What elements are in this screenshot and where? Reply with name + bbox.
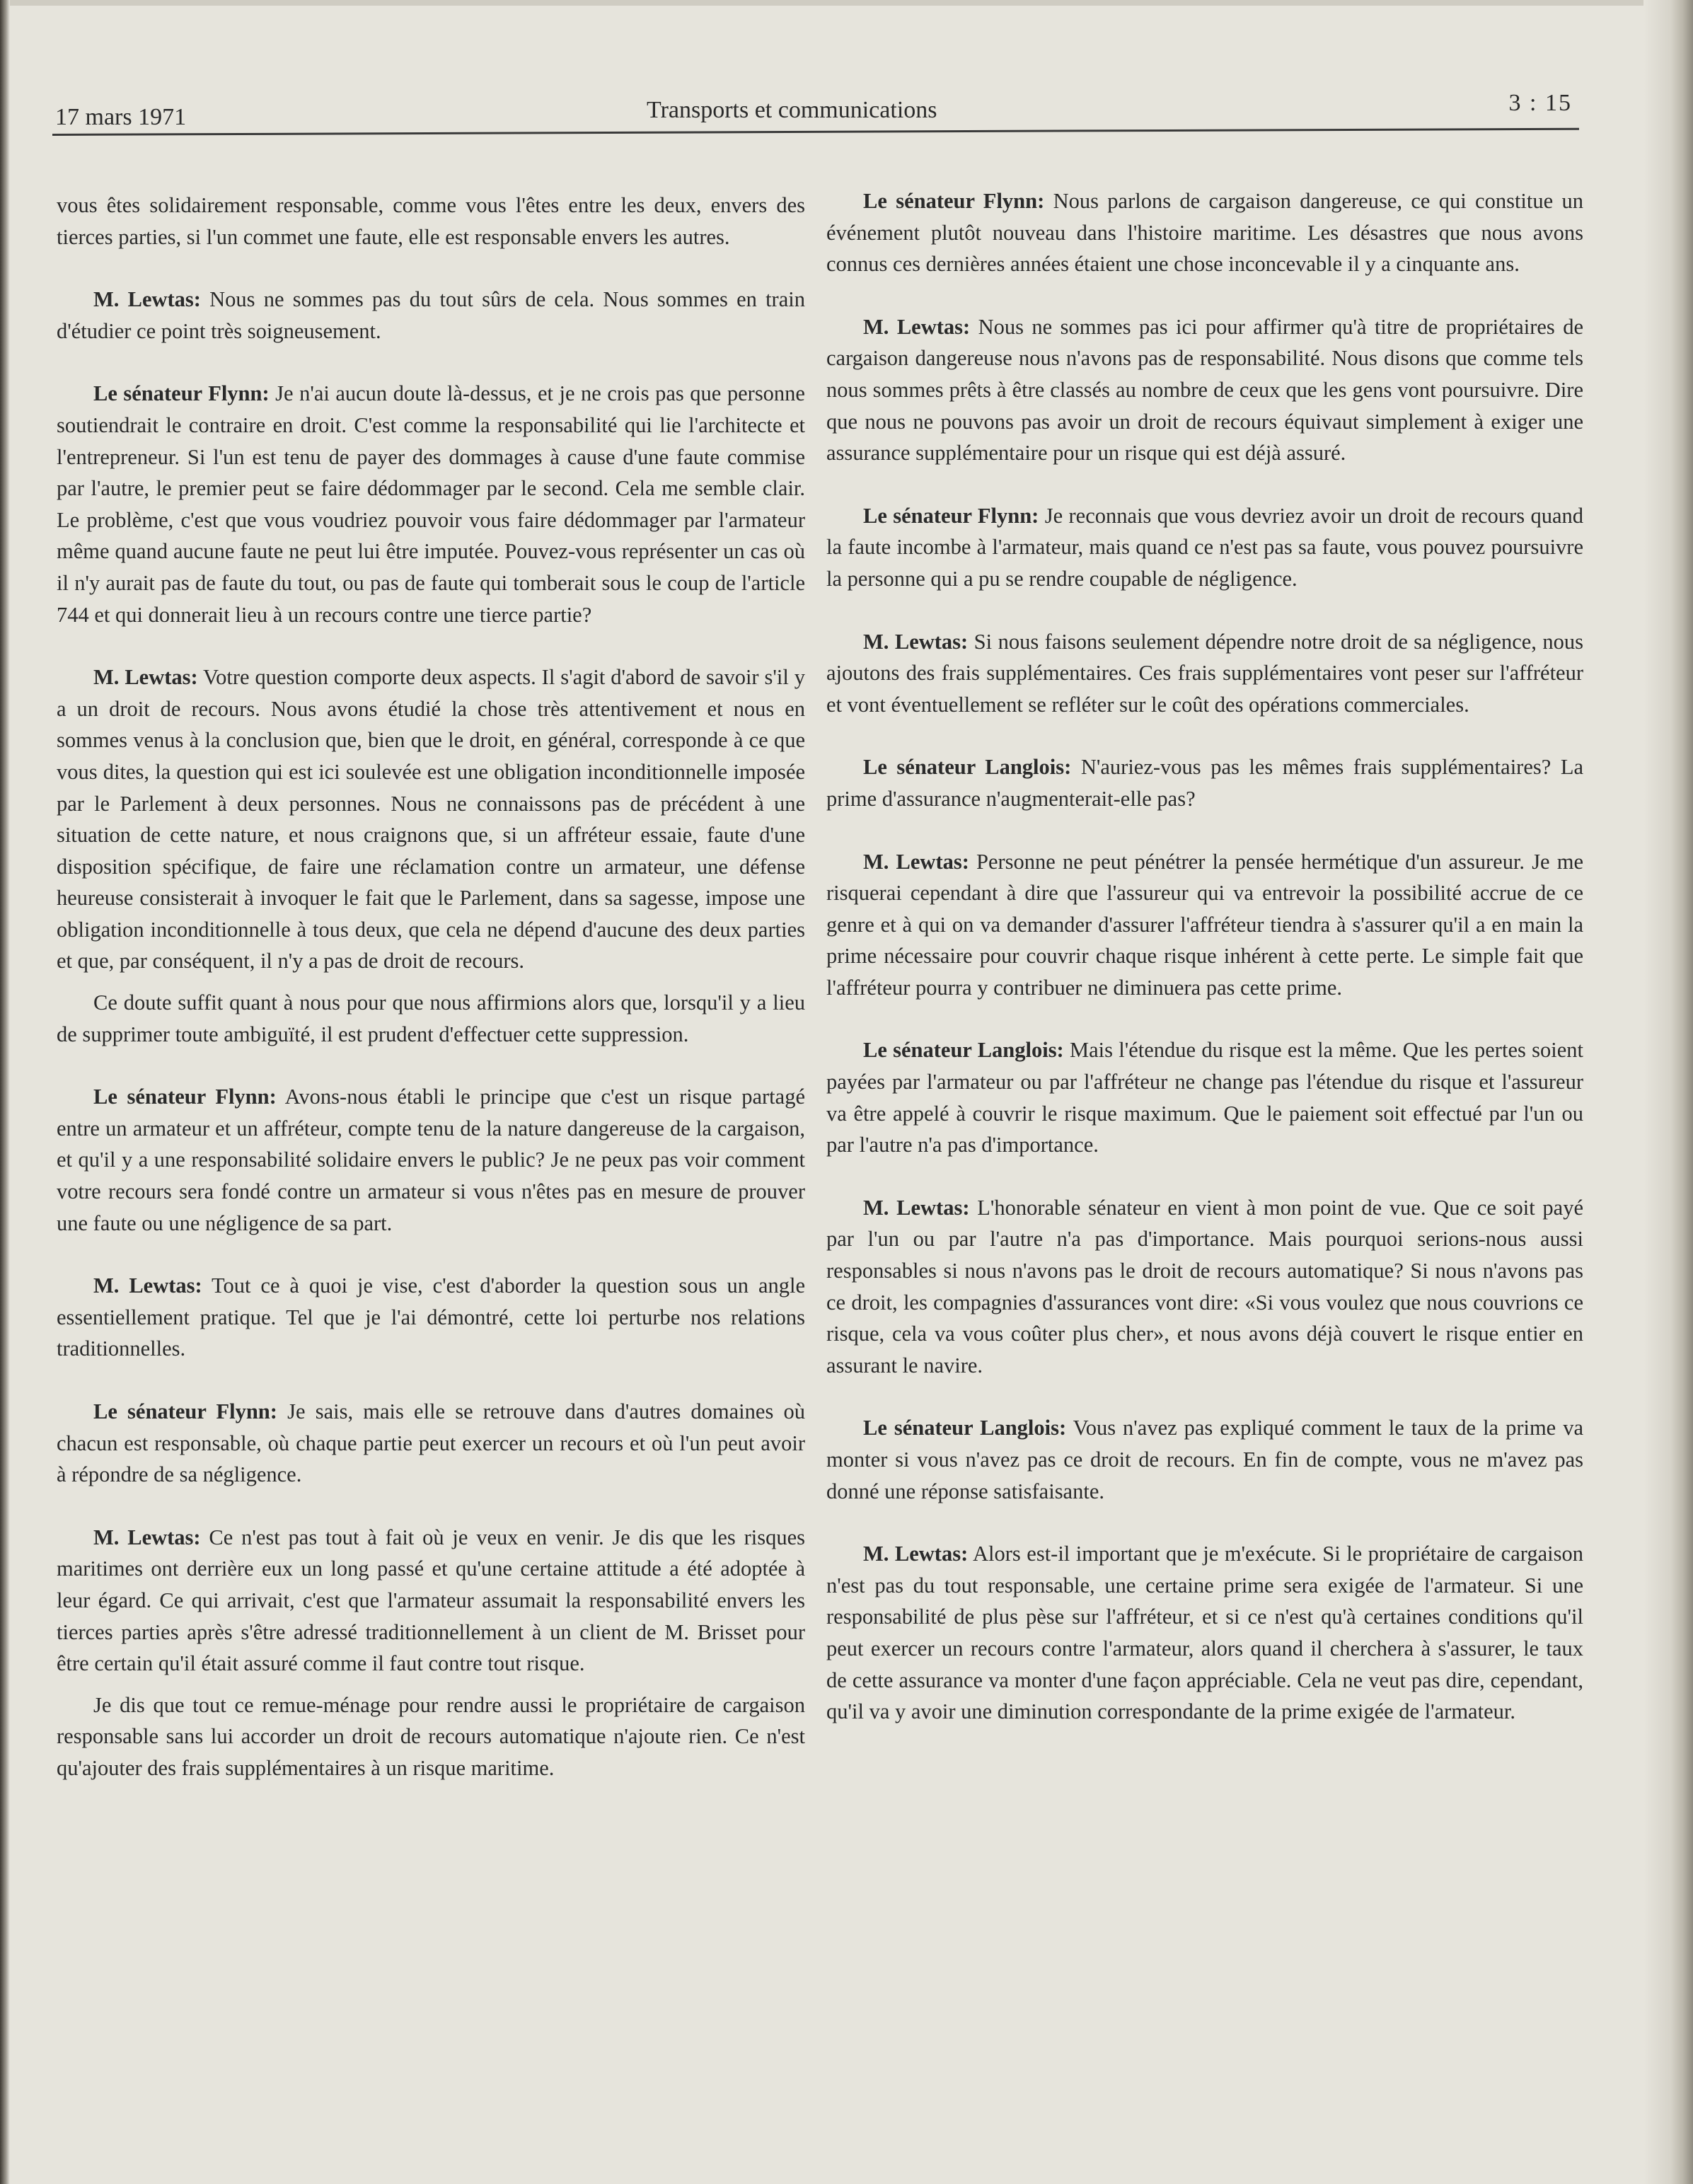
- paragraph: [826, 1412, 1583, 1507]
- paragraph: [57, 378, 805, 630]
- page-header: [55, 88, 1576, 132]
- paragraph: [826, 311, 1583, 469]
- paragraph: [826, 1034, 1583, 1160]
- paragraph: [57, 190, 805, 253]
- paragraph-text: Si nous faisons seulement dépendre notre droit de sa négligence, nous ajoutons des frais supplémentaires. Ces frais supplémentaires vont peser sur l'affréteur et vont éventuellement se refléter sur le coût des opérations commerciales.: [826, 629, 1583, 717]
- header-date: 17 mars 1971: [55, 104, 187, 130]
- right-column: [826, 185, 1583, 1759]
- paragraph: [826, 626, 1583, 721]
- paragraph: [57, 661, 805, 977]
- paragraph-text: Je reconnais que vous devriez avoir un droit de recours quand la faute incombe à l'armateur, mais quand ce n'est pas sa faute, vous pouvez poursuivre la personne qui a pu se rendre coupable de négligence.: [826, 503, 1583, 591]
- speaker-name: M. Lewtas:: [93, 1525, 201, 1549]
- paragraph-text: Personne ne peut pénétrer la pensée hermétique d'un assureur. Je me risquerai cependant à dire que l'assureur qui va entrevoir la possibilité accrue de ce genre et à qui on va demander d'assurer l'affréteur tiendra à s'assurer qu'il a en main la prime nécessaire pour couvrir chaque risque inhérent à cette perte. Le simple fait que l'affréteur pourra y contribuer ne diminuera pas cette prime.: [826, 849, 1583, 1000]
- speaker-name: Le sénateur Langlois:: [863, 1038, 1064, 1063]
- speaker-name: M. Lewtas:: [93, 665, 198, 690]
- paragraph-text: Nous parlons de cargaison dangereuse, ce qui constitue un événement plutôt nouveau dans l'histoire maritime. Les désastres que nous avons connus ces dernières années étaient une chose inconcevable il y a cinquante ans.: [826, 189, 1583, 277]
- speaker-name: M. Lewtas:: [863, 849, 969, 874]
- paragraph: [57, 1522, 805, 1680]
- speaker-name: Le sénateur Langlois:: [863, 755, 1072, 780]
- page-right-edge: [1643, 0, 1693, 2184]
- paragraph-text: Je n'ai aucun doute là-dessus, et je ne crois pas que personne soutiendrait le contraire en droit. C'est comme la responsabilité qui lie l'architecte et l'entrepreneur. Si l'un est tenu de payer des dommages à cause d'une faute commise par l'autre, le premier peut se faire dédommager par le second. Cela me semble clair. Le problème, c'est que vous voudriez pouvoir vous faire dédommager par l'armateur même quand aucune faute ne peut lui être imputée. Pouvez-vous représenter un cas où il n'y aurait pas de faute du tout, ou pas de faute qui tomberait sous le coup de l'article 744 et qui donnerait lieu à un recours contre une tierce partie?: [57, 381, 805, 627]
- paragraph-text: vous êtes solidairement responsable, comme vous l'êtes entre les deux, envers des tierces parties, si l'un commet une faute, elle est responsable envers les autres.: [57, 193, 805, 249]
- paragraph: [826, 185, 1583, 280]
- speaker-name: M. Lewtas:: [863, 1195, 970, 1220]
- header-title: Transports et communications: [647, 97, 937, 123]
- paragraph-text: Ce doute suffit quant à nous pour que nous affirmions alors que, lorsqu'il y a lieu de supprimer toute ambiguïté, il est prudent d'effectuer cette suppression.: [57, 990, 805, 1046]
- paragraph: [57, 1270, 805, 1365]
- page-top-edge: [0, 0, 1693, 6]
- paragraph-text: Tout ce à quoi je vise, c'est d'aborder la question sous un angle essentiellement pratique. Tel que je l'ai démontré, cette loi perturbe nos relations traditionnelles.: [57, 1273, 805, 1361]
- speaker-name: Le sénateur Flynn:: [93, 1085, 277, 1109]
- paragraph-text: Alors est-il important que je m'exécute. Si le propriétaire de cargaison n'est pas du tout responsable, une certaine prime sera exigée de l'armateur. Si une responsabilité de plus pèse sur l'affréteur, et si ce n'est qu'à certaines conditions qu'il peut exercer un recours contre l'armateur, alors quand il cherchera à s'assurer, le taux de cette assurance va monter d'une façon appréciable. Cela ne veut pas dire, cependant, qu'il va y avoir une diminution correspondante de la prime exigée de l'armateur.: [826, 1542, 1583, 1724]
- paragraph-text: Votre question comporte deux aspects. Il s'agit d'abord de savoir s'il y a un droit de recours. Nous avons étudié la chose très attentivement et nous en sommes venus à la conclusion que, bien que le droit, en général, corresponde à ce que vous dites, la question qui est ici soulevée est une obligation inconditionnelle imposée par le Parlement à deux personnes. Nous ne connaissons pas de précédent à une situation de cette nature, et nous craignons que, si un affréteur essaie, faute d'une disposition spécifique, de faire une réclamation contre un armateur, une défense heureuse consisterait à invoquer le fait que le Parlement, dans sa sagesse, impose une obligation inconditionnelle à tous deux, que cela ne dépend d'aucune des deux parties et que, par conséquent, il n'y a pas de droit de recours.: [57, 665, 805, 973]
- speaker-name: Le sénateur Flynn:: [93, 381, 270, 406]
- paragraph-text: Avons-nous établi le principe que c'est un risque partagé entre un armateur et un affréteur, compte tenu de la nature dangereuse de la cargaison, et qu'il y a une responsabilité solidaire envers le public? Je ne peux pas voir comment votre recours sera fondé contre un armateur si vous n'êtes pas en mesure de prouver une faute ou une négligence de sa part.: [57, 1085, 805, 1235]
- paragraph: [57, 987, 805, 1050]
- paragraph-text: Mais l'étendue du risque est la même. Que les pertes soient payées par l'armateur ou par l'affréteur ne change pas l'étendue du risque et l'assureur va être appelé à couvrir le risque maximum. Que le paiement soit effectué par l'un ou par l'autre n'a pas d'importance.: [826, 1038, 1583, 1157]
- paragraph: [826, 500, 1583, 595]
- paragraph-text: Nous ne sommes pas du tout sûrs de cela. Nous sommes en train d'étudier ce point très soigneusement.: [57, 287, 805, 343]
- paragraph: [57, 1081, 805, 1239]
- page-binding-edge: [0, 0, 10, 2184]
- speaker-name: M. Lewtas:: [93, 287, 201, 312]
- speaker-name: Le sénateur Flynn:: [863, 503, 1039, 528]
- header-page-number: 3 : 15: [1508, 90, 1572, 116]
- paragraph-text: Je dis que tout ce remue-ménage pour rendre aussi le propriétaire de cargaison responsable sans lui accorder un droit de recours automatique n'ajoute rien. Ce n'est qu'ajouter des frais supplémentaires à un risque maritime.: [57, 1692, 805, 1780]
- speaker-name: Le sénateur Langlois:: [863, 1416, 1067, 1440]
- paragraph: [826, 1538, 1583, 1728]
- paragraph: [57, 1396, 805, 1491]
- paragraph-text: L'honorable sénateur en vient à mon point de vue. Que ce soit payé par l'un ou par l'autre n'a pas d'importance. Mais pourquoi serions-nous aussi responsables si nous n'avons pas le droit de recours automatique? Si nous n'avons pas ce droit, les compagnies d'assurances vont dire: «Si vous voulez que nous couvrions ce risque, cela va vous coûter plus cher», et nous avons déjà couvert le risque entier en assurant le navire.: [826, 1195, 1583, 1377]
- paragraph-text: Vous n'avez pas expliqué comment le taux de la prime va monter si vous n'avez pas ce droit de recours. En fin de compte, vous ne m'avez pas donné une réponse satisfaisante.: [826, 1416, 1583, 1503]
- left-column: [57, 190, 805, 1815]
- paragraph-text: N'auriez-vous pas les mêmes frais supplémentaires? La prime d'assurance n'augmenterait-elle pas?: [826, 755, 1583, 811]
- paragraph: [57, 284, 805, 347]
- paragraph-text: Je sais, mais elle se retrouve dans d'autres domaines où chacun est responsable, où chaque partie peut exercer un recours et où l'un peut avoir à répondre de sa négligence.: [57, 1399, 805, 1487]
- paragraph: [826, 1192, 1583, 1382]
- paragraph-text: Ce n'est pas tout à fait où je veux en venir. Je dis que les risques maritimes ont derrière eux un long passé et qu'une certaine attitude a été adoptée à leur égard. Ce qui arrivait, c'est que l'armateur assumait la responsabilité envers les tierces parties après s'être adressé traditionnellement à un client de M. Brisset pour être certain qu'il était assuré comme il faut contre tout risque.: [57, 1525, 805, 1676]
- paragraph: [57, 1689, 805, 1784]
- paragraph: [826, 846, 1583, 1004]
- speaker-name: M. Lewtas:: [863, 314, 971, 339]
- paragraph: [826, 751, 1583, 814]
- speaker-name: M. Lewtas:: [863, 629, 969, 654]
- speaker-name: M. Lewtas:: [93, 1273, 202, 1298]
- speaker-name: M. Lewtas:: [863, 1542, 969, 1566]
- speaker-name: Le sénateur Flynn:: [863, 189, 1045, 213]
- speaker-name: Le sénateur Flynn:: [93, 1399, 277, 1423]
- paragraph-text: Nous ne sommes pas ici pour affirmer qu'à titre de propriétaires de cargaison dangereuse nous n'avons pas de responsabilité. Nous disons que comme tels nous sommes prêts à être classés au nombre de ceux que les gens vont poursuivre. Dire que nous ne pouvons pas avoir un droit de recours équivaut simplement à exiger une assurance supplémentaire pour un risque qui est déjà assuré.: [826, 314, 1583, 466]
